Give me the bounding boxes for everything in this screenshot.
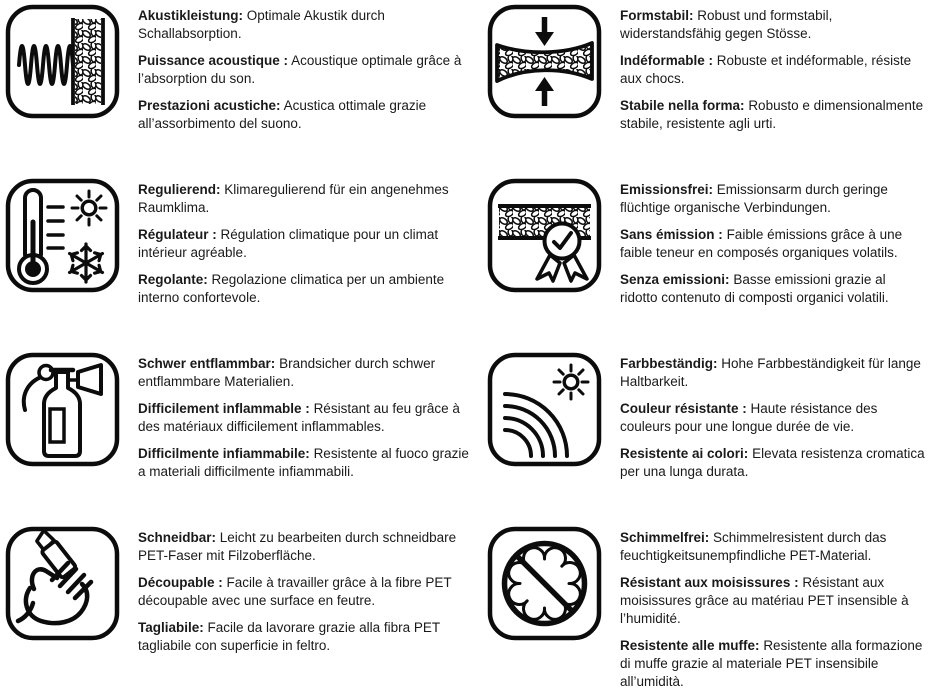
feature-label: Sans émission :: [620, 227, 723, 242]
feature-text-block: [620, 526, 936, 700]
feature-text-de: Schwer entflammbar: Brandsicher durch schwer entflammbare Materialien.: [138, 356, 436, 389]
feature-text-de: Akustikleistung: Optimale Akustik durch Schallabsorption.: [138, 8, 385, 41]
thermometer-sun-snowflake-icon: [5, 178, 120, 293]
feature-text-fr: Difficilement inflammable : Résistant au feu grâce à des matériaux difficilement inflammables.: [138, 401, 460, 434]
feature-label: Resistente alle muffe:: [620, 638, 760, 653]
feature-text-de: Formstabil: Robust und formstabil, widerstandsfähig gegen Stösse.: [620, 8, 833, 41]
feature-text-it: Senza emissioni: Basse emissioni grazie al ridotto contenuto di composti organici volatili.: [620, 272, 889, 305]
feature-colorfast: [482, 352, 936, 526]
feature-text-it: Prestazioni acustiche: Acustica ottimale grazie all’assorbimento del suono.: [138, 98, 427, 131]
feature-label: Couleur résistante :: [620, 401, 747, 416]
certified-low-emission-icon: [487, 178, 602, 293]
feature-label: Formstabil:: [620, 8, 694, 23]
feature-label: Puissance acoustique :: [138, 53, 289, 68]
feature-label: Regulierend:: [138, 182, 221, 197]
feature-label: Senza emissioni:: [620, 272, 730, 287]
feature-text-de: Regulierend: Klimaregulierend für ein angenehmes Raumklima.: [138, 182, 449, 215]
feature-label: Régulateur :: [138, 227, 217, 242]
feature-text-de: Farbbeständig: Hohe Farbbeständigkeit für lange Haltbarkeit.: [620, 356, 921, 389]
feature-label: Tagliabile:: [138, 620, 204, 635]
feature-text-it: Tagliabile: Facile da lavorare grazie alla fibra PET tagliabile con superficie in feltro.: [138, 620, 440, 653]
feature-text-de: Emissionsfrei: Emissionsarm durch geringe flüchtige organische Verbindungen.: [620, 182, 888, 215]
feature-acoustic: [0, 4, 482, 178]
feature-climate-regulating: [0, 178, 482, 352]
feature-flame-retardant: [0, 352, 482, 526]
feature-text-block: [620, 352, 936, 490]
feature-cuttable: [0, 526, 482, 700]
feature-label: Prestazioni acustiche:: [138, 98, 281, 113]
feature-text-de: Schneidbar: Leicht zu bearbeiten durch schneidbare PET-Faser mit Filzoberfläche.: [138, 530, 457, 563]
feature-text-block: [138, 352, 482, 490]
feature-label: Indéformable :: [620, 53, 714, 68]
feature-label: Emissionsfrei:: [620, 182, 714, 197]
feature-text-fr: Indéformable : Robuste et indéformable, résiste aux chocs.: [620, 53, 912, 86]
feature-label: Schwer entflammbar:: [138, 356, 276, 371]
feature-text-block: [620, 4, 936, 142]
feature-text-it: Difficilmente infiammabile: Resistente al fuoco grazie a materiali difficilmente infiammabili.: [138, 446, 469, 479]
feature-text-it: Regolante: Regolazione climatica per un ambiente interno confortevole.: [138, 272, 445, 305]
feature-text-block: [138, 526, 482, 664]
no-mold-icon: [487, 526, 602, 641]
feature-label: Regolante:: [138, 272, 208, 287]
feature-label: Akustikleistung:: [138, 8, 244, 23]
feature-label: Schneidbar:: [138, 530, 217, 545]
rainbow-sun-icon: [487, 352, 602, 467]
feature-mold-resistant: [482, 526, 936, 700]
fire-extinguisher-icon: [5, 352, 120, 467]
acoustic-absorption-icon: [5, 4, 120, 119]
feature-label: Farbbeständig:: [620, 356, 718, 371]
feature-label: Difficilmente infiammabile:: [138, 446, 310, 461]
hand-cutter-icon: [5, 526, 120, 641]
feature-shape-stability: [482, 4, 936, 178]
feature-label: Découpable :: [138, 575, 223, 590]
feature-label: Resistente ai colori:: [620, 446, 749, 461]
feature-text-block: [138, 4, 482, 142]
feature-text-it: Resistente alle muffe: Resistente alla formazione di muffe grazie al materiale PET insensibile all’umidità.: [620, 638, 923, 689]
feature-text-fr: Résistant aux moisissures : Résistant aux moisissures grâce au matériau PET insensible à l’humidité.: [620, 575, 909, 626]
feature-label: Schimmelfrei:: [620, 530, 710, 545]
feature-text-it: Resistente ai colori: Elevata resistenza cromatica per una lunga durata.: [620, 446, 925, 479]
feature-label: Stabile nella forma:: [620, 98, 745, 113]
feature-label: Difficilement inflammable :: [138, 401, 310, 416]
feature-text-fr: Découpable : Facile à travailler grâce à la fibre PET découpable avec une surface en feutre.: [138, 575, 452, 608]
feature-text-block: [138, 178, 482, 316]
feature-text-fr: Sans émission : Faible émissions grâce à une faible teneur en composés organiques volatils.: [620, 227, 903, 260]
feature-text-fr: Couleur résistante : Haute résistance des couleurs pour une longue durée de vie.: [620, 401, 878, 434]
feature-text-fr: Puissance acoustique : Acoustique optimale grâce à l’absorption du son.: [138, 53, 462, 86]
feature-text-fr: Régulateur : Régulation climatique pour un climat intérieur agréable.: [138, 227, 439, 260]
feature-text-de: Schimmelfrei: Schimmelresistent durch das feuchtigkeitsunempfindliche PET-Material.: [620, 530, 887, 563]
feature-emission-free: [482, 178, 936, 352]
feature-text-block: [620, 178, 936, 316]
feature-text-it: Stabile nella forma: Robusto e dimensionalmente stabile, resistente agli urti.: [620, 98, 924, 131]
compression-arrows-icon: [487, 4, 602, 119]
feature-label: Résistant aux moisissures :: [620, 575, 799, 590]
